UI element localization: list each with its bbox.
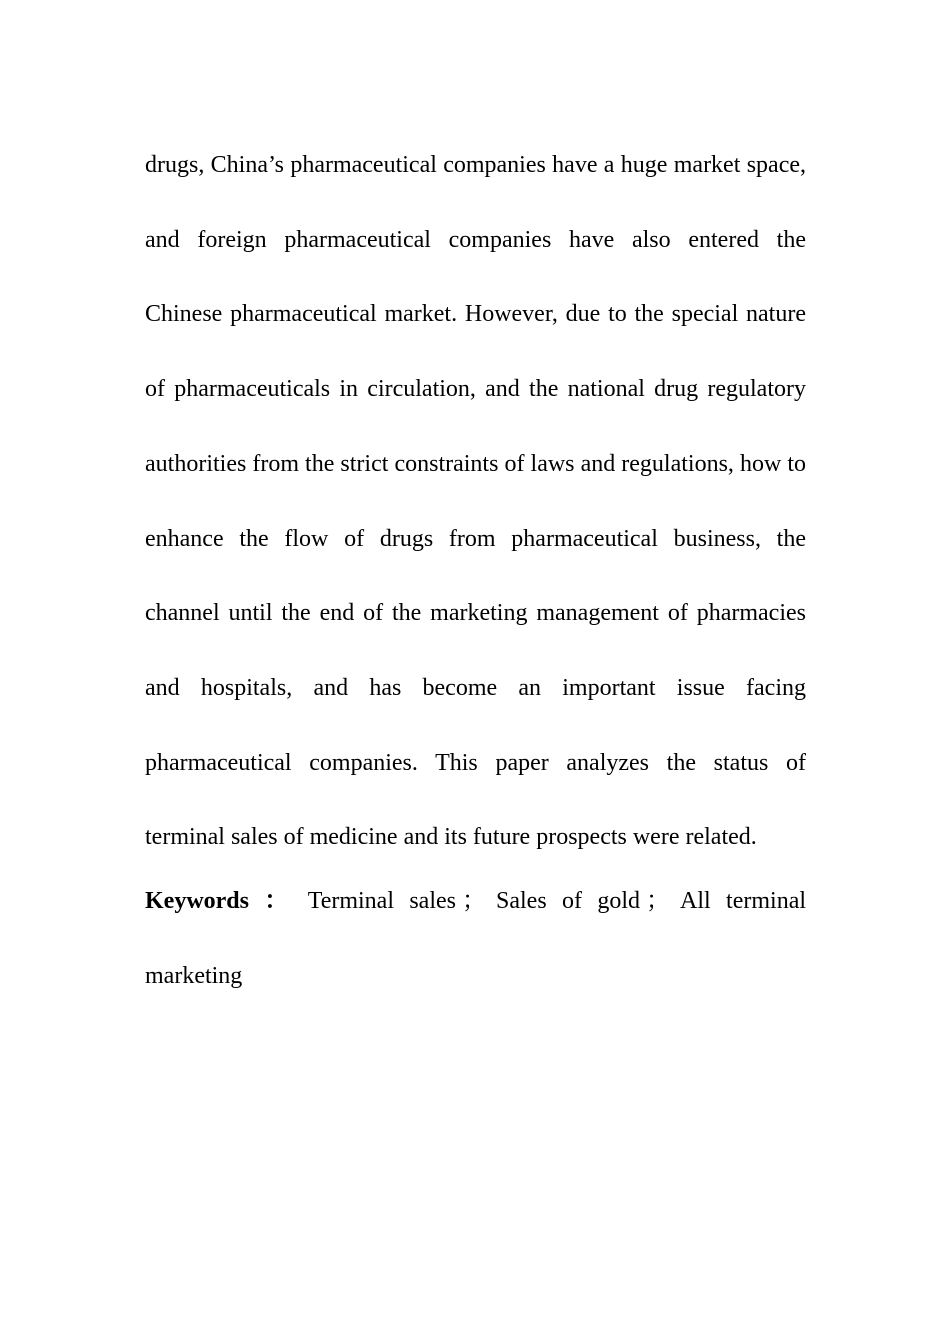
abstract-paragraph: drugs, China’s pharmaceutical companies have a huge market space, and foreign pharmaceutical companies have also entered the Chinese pharmaceutical market. However, due to the special nature of pharmaceuticals in circulation, and the national drug regulatory authorities from the strict constraints of laws and regulations, how to enhance the flow of drugs from pharmaceutical business, the channel until the end of the marketing management of pharmacies and hospitals, and has become an important issue facing pharmaceutical companies. This paper analyzes the status of terminal sales of medicine and its future prospects were related.	[145, 152, 806, 851]
keywords-colon: ：	[255, 888, 298, 915]
keywords-label: Keywords	[145, 888, 249, 915]
keyword-separator: ；	[646, 888, 671, 915]
keyword-item: Terminal sales	[307, 888, 456, 915]
page-content	[145, 128, 806, 1013]
keyword-separator: ；	[462, 888, 486, 915]
keywords-line	[145, 864, 806, 1013]
keyword-item: All terminal marketing	[145, 888, 807, 989]
keyword-item: Sales of gold	[496, 888, 641, 915]
